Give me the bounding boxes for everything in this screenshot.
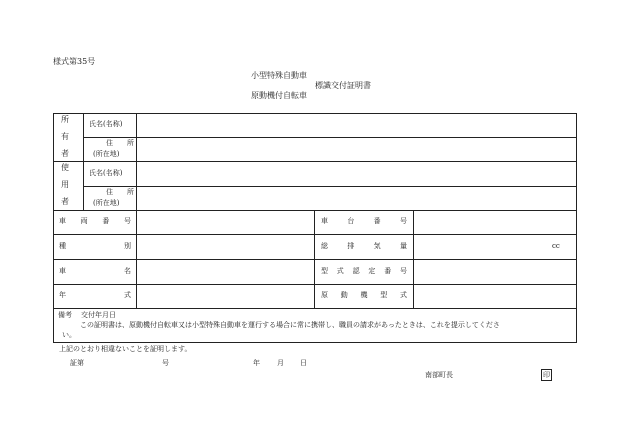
vehicle-name-label: 車 名	[59, 267, 131, 275]
remarks-note-line-2: い。	[62, 331, 76, 339]
user-label: 使 用 者	[61, 163, 69, 206]
date-year: 年	[253, 359, 260, 367]
owner-address-sub: (所在地)	[93, 150, 120, 158]
cert-number-suffix: 号	[162, 359, 169, 367]
vehicle-number-label: 車 両 番 号	[59, 217, 131, 225]
displacement-unit: cc	[552, 242, 560, 250]
cert-number-label: 証第	[70, 359, 84, 367]
owner-label: 所 有 者	[61, 115, 69, 158]
title-line-2: 原動機付自転車	[251, 91, 307, 100]
type-label: 種 別	[59, 242, 131, 250]
form-number: 様式第35号	[53, 57, 96, 66]
remarks-label: 備考	[58, 311, 72, 319]
certify-text: 上記のとおり相違ないことを証明します。	[59, 345, 192, 353]
displacement-label: 総 排 気 量	[321, 242, 407, 250]
user-address-sub: (所在地)	[93, 199, 120, 207]
title-line-1: 小型特殊自動車	[251, 71, 307, 80]
owner-name-label: 氏名(名称)	[89, 120, 123, 128]
remarks-note-line-1: この証明書は、原動機付自転車又は小型特殊自動車を運行する場合に常に携帯し、職員の請求があったときは、これを提示してくださ	[80, 321, 500, 329]
date-month: 月	[277, 359, 284, 367]
user-address-label: 住 所	[106, 188, 134, 196]
chassis-number-label: 車 台 番 号	[321, 217, 407, 225]
user-name-label: 氏名(名称)	[89, 169, 123, 177]
engine-model-label: 原 動 機 型 式	[321, 291, 407, 299]
issuer-name: 南部町長	[425, 371, 453, 379]
issue-date-label: 交付年月日	[81, 311, 116, 319]
model-designation-label: 型 式 認 定 番 号	[321, 267, 407, 275]
seal-mark: 印	[543, 371, 550, 379]
owner-address-label: 住 所	[106, 139, 134, 147]
title-suffix: 標識交付証明書	[315, 81, 371, 90]
date-day: 日	[300, 359, 307, 367]
year-label: 年 式	[59, 291, 131, 299]
